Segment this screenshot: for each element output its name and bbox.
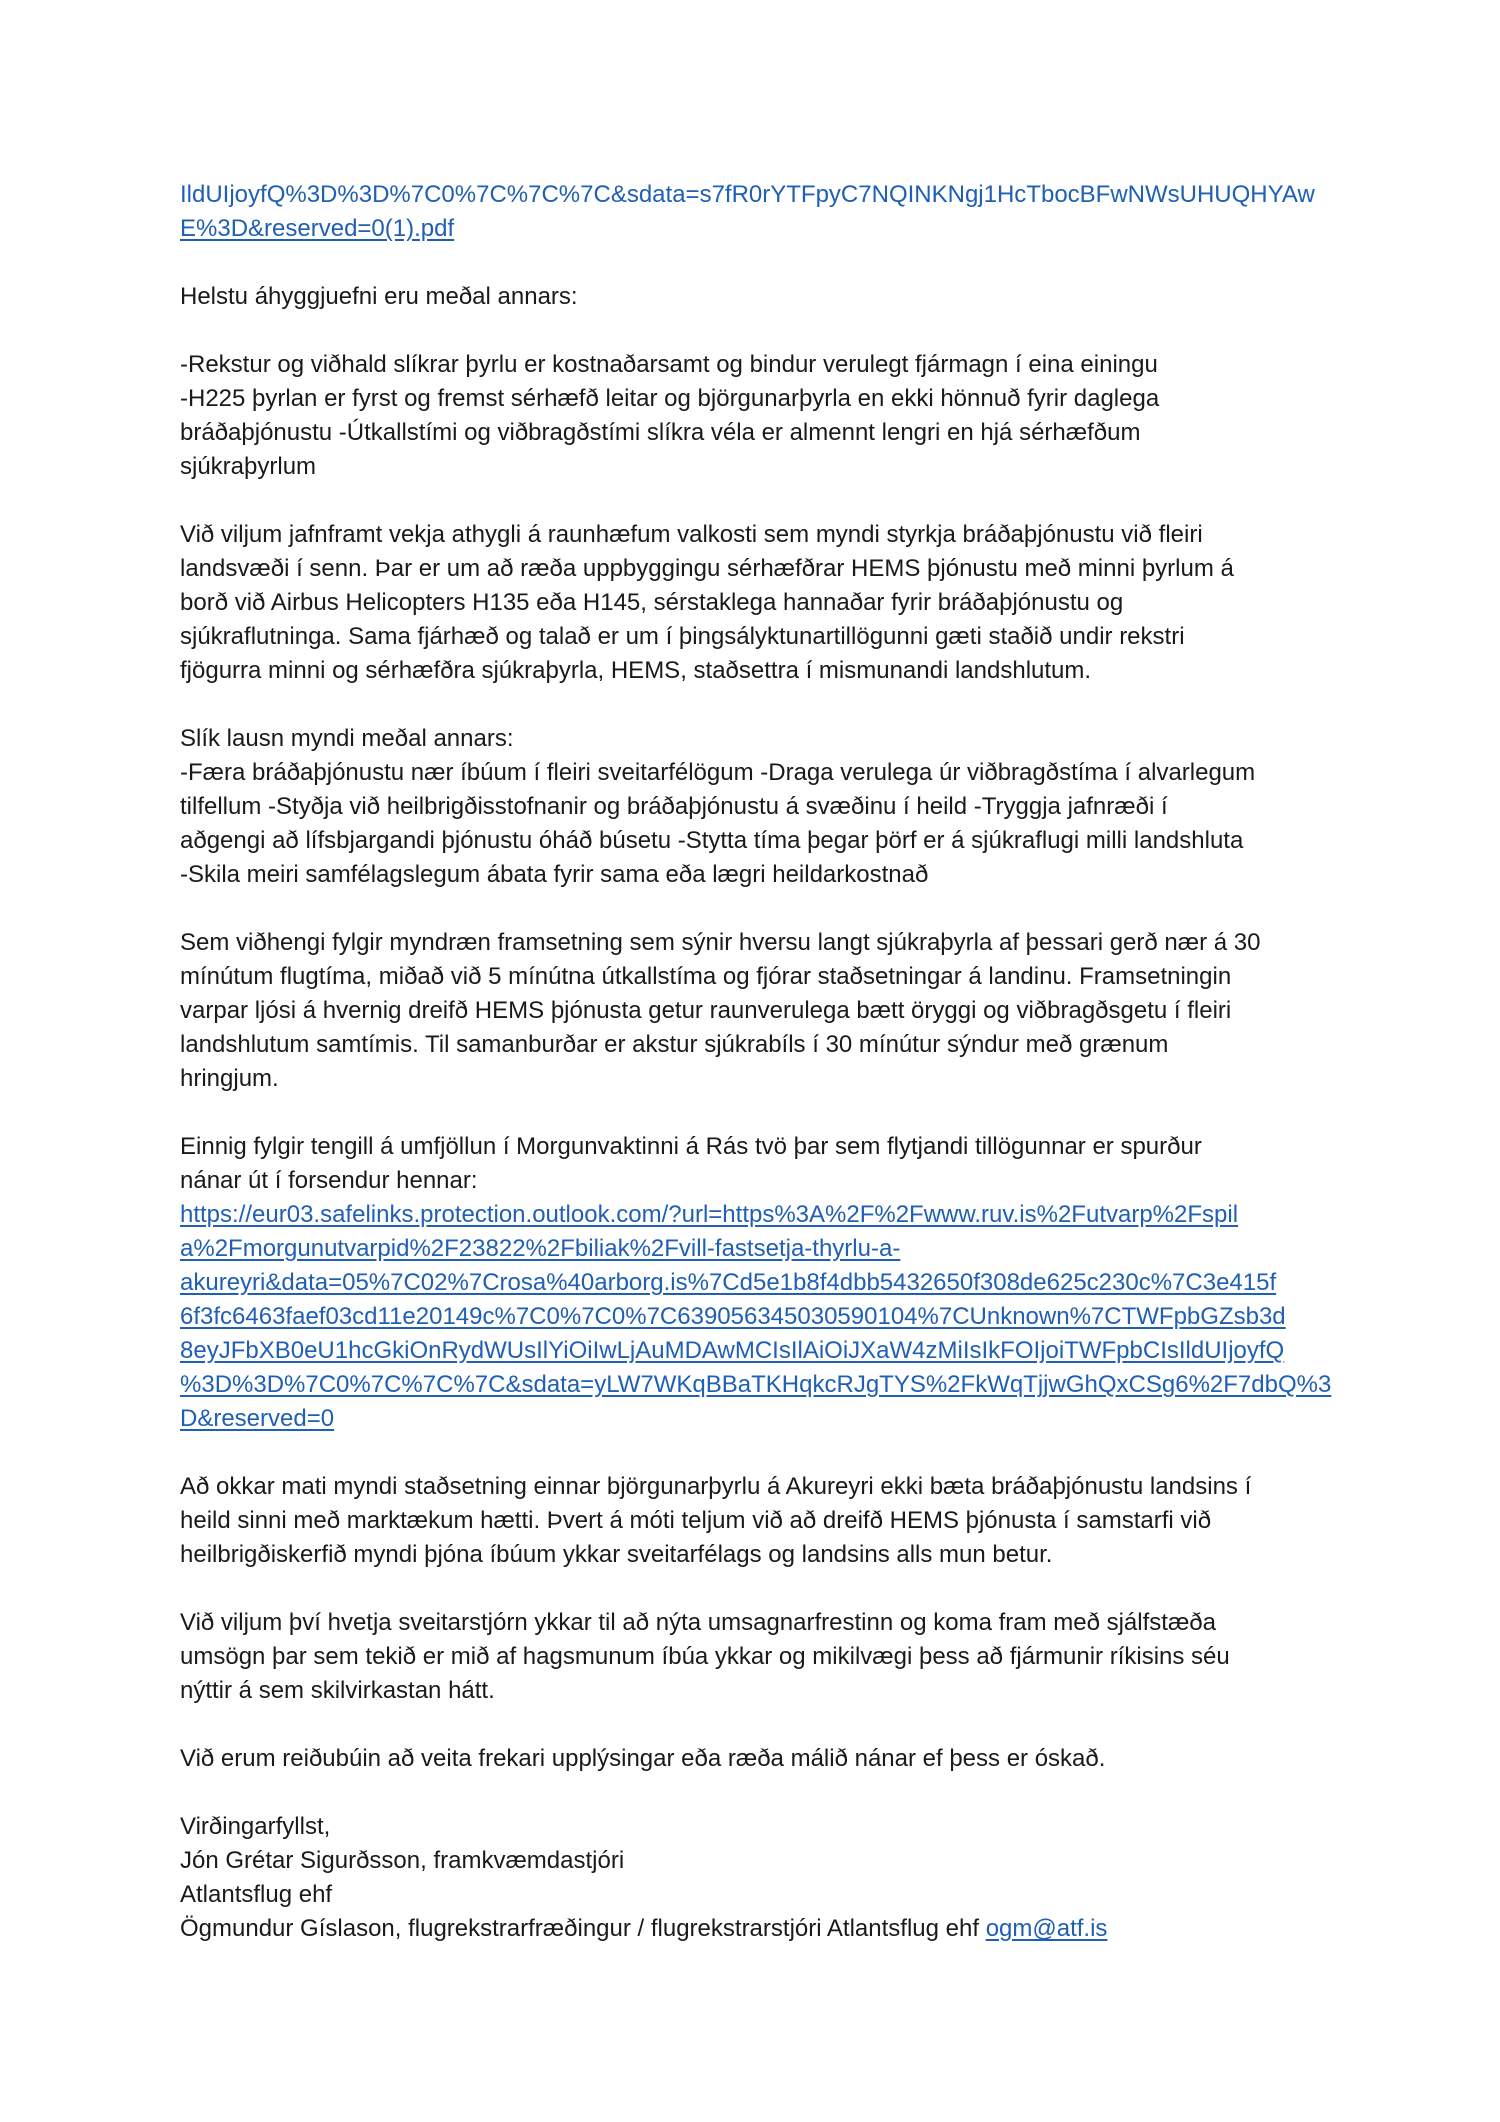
- concerns-line: sjúkraþyrlum: [180, 453, 317, 480]
- concerns-line: bráðaþjónustu -Útkallstími og viðbragðstími slíkra véla er almennt lengri en hjá sérhæfðum: [180, 419, 1141, 446]
- benefits-line: Slík lausn myndi meðal annars:: [180, 725, 514, 752]
- appendix-line: landshlutum samtímis. Til samanburðar er akstur sjúkrabíls í 30 mínútur sýndur með grænum: [180, 1031, 1169, 1058]
- radio-link-line[interactable]: akureyri&data=05%7C02%7Crosa%40arborg.is%7Cd5e1b8f4dbb5432650f308de625c230c%7C3e415f: [180, 1269, 1277, 1296]
- alternative-line: borð við Airbus Helicopters H135 eða H145, sérstaklega hannaðar fyrir bráðaþjónustu og: [180, 589, 1124, 616]
- assessment-line: heild sinni með marktækum hætti. Þvert á móti teljum við að dreifð HEMS þjónusta í samstarfi við: [180, 1507, 1212, 1534]
- appendix-line: mínútum flugtíma, miðað við 5 mínútna útkallstíma og fjórar staðsetningar á landinu. Framsetningin: [180, 963, 1232, 990]
- signer-1-line: Jón Grétar Sigurðsson, framkvæmdastjóri: [180, 1847, 625, 1874]
- concerns-heading-text: Helstu áhyggjuefni eru meðal annars:: [180, 283, 578, 310]
- top-link-fragment[interactable]: [180, 178, 1340, 246]
- benefits-line: aðgengi að lífsbjargandi þjónustu óháð búsetu -Stytta tíma þegar þörf er á sjúkraflugi milli landshluta: [180, 827, 1244, 854]
- assessment-line: Að okkar mati myndi staðsetning einnar björgunarþyrlu á Akureyri ekki bæta bráðaþjónustu landsins í: [180, 1473, 1252, 1500]
- benefits-line: tilfellum -Styðja við heilbrigðisstofnanir og bráðaþjónustu á svæðinu í heild -Tryggja jafnræði í: [180, 793, 1168, 820]
- radio-link-line[interactable]: 8eyJFbXB0eU1hcGkiOnRydWUsIlYiOiIwLjAuMDAwMCIsIlAiOiJXaW4zMiIsIkFOIjoiTWFpbCIsIldUIjoyfQ: [180, 1337, 1285, 1364]
- email-link[interactable]: ogm@atf.is: [985, 1915, 1108, 1942]
- benefits-line: -Færa bráðaþjónustu nær íbúum í fleiri sveitarfélögum -Draga verulega úr viðbragðstíma í alvarlegum: [180, 759, 1256, 786]
- assessment-paragraph: [180, 1470, 1340, 1572]
- signoff-block: [180, 1810, 1340, 1946]
- radio-paragraph: [180, 1130, 1340, 1436]
- radio-link-line[interactable]: https://eur03.safelinks.protection.outlook.com/?url=https%3A%2F%2Fwww.ruv.is%2Futvarp%2Fspil: [180, 1201, 1239, 1228]
- concerns-list: [180, 348, 1340, 484]
- offer-paragraph: [180, 1742, 1340, 1776]
- alternative-line: landsvæði í senn. Þar er um að ræða uppbyggingu sérhæfðrar HEMS þjónustu með minni þyrlum á: [180, 555, 1234, 582]
- alternative-line: Við viljum jafnframt vekja athygli á raunhæfum valkosti sem myndi styrkja bráðaþjónustu við fleiri: [180, 521, 1203, 548]
- alternative-paragraph: [180, 518, 1340, 688]
- alternative-line: sjúkraflutninga. Sama fjárhæð og talað er um í þingsályktunartillögunni gæti staðið undir rekstri: [180, 623, 1185, 650]
- top-link-line[interactable]: IldUIjoyfQ%3D%3D%7C0%7C%7C%7C&sdata=s7fR0rYTFpyC7NQINKNgj1HcTbocBFwNWsUHUQHYAw: [180, 181, 1315, 208]
- appendix-line: Sem viðhengi fylgir myndræn framsetning sem sýnir hversu langt sjúkraþyrla af þessari gerð nær á 30: [180, 929, 1261, 956]
- concerns-line: -Rekstur og viðhald slíkrar þyrlu er kostnaðarsamt og bindur verulegt fjármagn í eina einingu: [180, 351, 1158, 378]
- radio-link-line[interactable]: D&reserved=0: [180, 1405, 335, 1432]
- assessment-line: heilbrigðiskerfið myndi þjóna íbúum ykkar sveitarfélags og landsins alls mun betur.: [180, 1541, 1053, 1568]
- encourage-line: nýttir á sem skilvirkastan hátt.: [180, 1677, 495, 1704]
- encourage-line: umsögn þar sem tekið er mið af hagsmunum íbúa ykkar og mikilvægi þess að fjármunir ríkisins séu: [180, 1643, 1230, 1670]
- appendix-line: varpar ljósi á hvernig dreifð HEMS þjónusta getur raunverulega bætt öryggi og viðbragðsgetu í fleiri: [180, 997, 1232, 1024]
- company-line: Atlantsflug ehf: [180, 1881, 333, 1908]
- alternative-line: fjögurra minni og sérhæfðra sjúkraþyrla, HEMS, staðsettra í mismunandi landshlutum.: [180, 657, 1092, 684]
- radio-link-line[interactable]: %3D%3D%7C0%7C%7C%7C&sdata=yLW7WKqBBaTKHqkcRJgTYS%2FkWqTjjwGhQxCSg6%2F7dbQ%3: [180, 1371, 1332, 1398]
- radio-intro-line: nánar út í forsendur hennar:: [180, 1167, 478, 1194]
- encourage-line: Við viljum því hvetja sveitarstjórn ykkar til að nýta umsagnarfrestinn og koma fram með sjálfstæða: [180, 1609, 1216, 1636]
- encourage-paragraph: [180, 1606, 1340, 1708]
- top-link-line[interactable]: E%3D&reserved=0(1).pdf: [180, 215, 455, 242]
- radio-link-line[interactable]: 6f3fc6463faef03cd11e20149c%7C0%7C0%7C639056345030590104%7CUnknown%7CTWFpbGZsb3d: [180, 1303, 1286, 1330]
- signer-2-line: [180, 1912, 1340, 1946]
- appendix-line: hringjum.: [180, 1065, 279, 1092]
- benefits-line: -Skila meiri samfélagslegum ábata fyrir sama eða lægri heildarkostnað: [180, 861, 929, 888]
- closing-line: Virðingarfyllst,: [180, 1813, 331, 1840]
- concerns-line: -H225 þyrlan er fyrst og fremst sérhæfð leitar og björgunarþyrla en ekki hönnuð fyrir daglega: [180, 385, 1160, 412]
- signer-2-text: Ögmundur Gíslason, flugrekstrarfræðingur / flugrekstrarstjóri Atlantsflug ehf: [180, 1915, 986, 1942]
- offer-line: Við erum reiðubúin að veita frekari upplýsingar eða ræða málið nánar ef þess er óskað.: [180, 1745, 1106, 1772]
- benefits-paragraph: [180, 722, 1340, 892]
- concerns-heading: [180, 280, 1340, 314]
- letter-page: [180, 178, 1340, 1980]
- radio-link-line[interactable]: a%2Fmorgunutvarpid%2F23822%2Fbiliak%2Fvill-fastsetja-thyrlu-a-: [180, 1235, 901, 1262]
- radio-intro-line: Einnig fylgir tengill á umfjöllun í Morgunvaktinni á Rás tvö þar sem flytjandi tillögunnar er spurður: [180, 1133, 1202, 1160]
- appendix-paragraph: [180, 926, 1340, 1096]
